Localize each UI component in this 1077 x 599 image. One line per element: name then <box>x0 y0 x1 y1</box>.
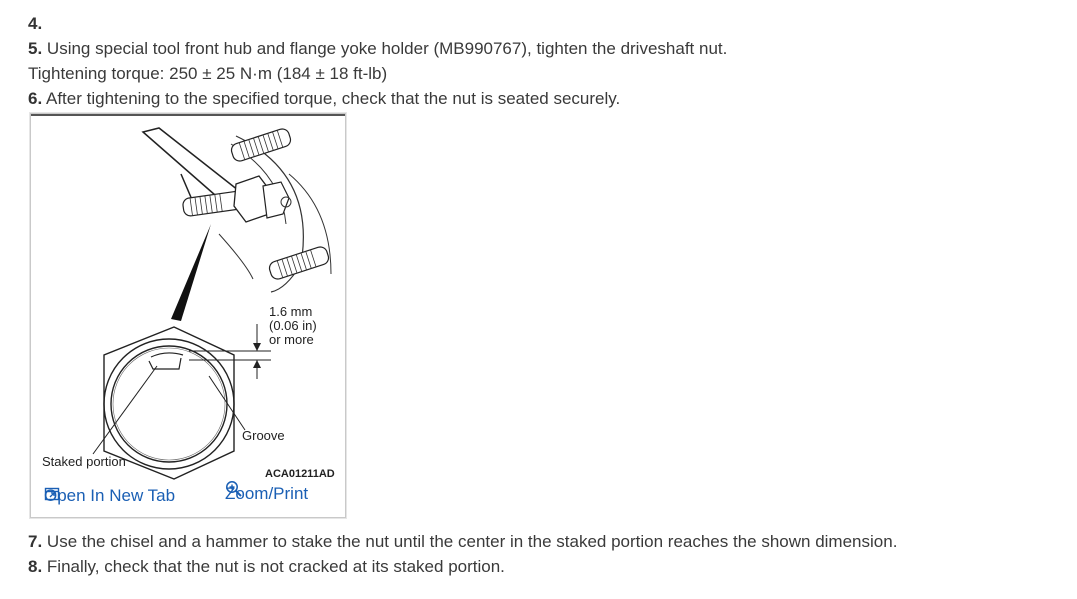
staking-illustration <box>31 114 345 484</box>
step-7-number: 7. <box>28 532 43 551</box>
step-8-number: 8. <box>28 557 43 576</box>
dimension-or-more: or more <box>269 332 314 347</box>
illustration-panel <box>30 113 346 518</box>
groove-label: Groove <box>242 428 285 443</box>
step-6-number: 6. <box>28 89 43 108</box>
step-4-number: 4. <box>28 14 43 33</box>
step-4 <box>28 14 42 34</box>
dimension-in: (0.06 in) <box>269 318 317 333</box>
step-7 <box>28 532 897 552</box>
open-new-tab-icon <box>44 486 60 502</box>
step-6 <box>28 89 620 109</box>
zoom-print-link[interactable] <box>225 480 309 503</box>
dimension-mm: 1.6 mm <box>269 304 313 319</box>
step-8 <box>28 557 505 577</box>
zoom-print-label: Zoom/Print <box>225 484 309 503</box>
step-7-text: Use the chisel and a hammer to stake the nut until the center in the staked portion reaches the shown dimension. <box>46 532 898 551</box>
step-5 <box>28 39 727 59</box>
torque-spec: Tightening torque: 250 ± 25 N·m (184 ± 18 ft-lb) <box>28 64 388 83</box>
figure-code: ACA01211AD <box>265 468 335 480</box>
open-in-new-tab-link[interactable] <box>44 486 175 506</box>
step-8-text: Finally, check that the nut is not cracked at its staked portion. <box>46 557 505 576</box>
dimension-text <box>269 305 317 347</box>
staked-portion-label: Staked portion <box>42 454 126 469</box>
step-6-text: After tightening to the specified torque, check that the nut is seated securely. <box>45 89 621 108</box>
step-5-text: Using special tool front hub and flange yoke holder (MB990767), tighten the driveshaft nut. <box>46 39 728 58</box>
figure-links <box>31 484 345 512</box>
step-5-number: 5. <box>28 39 43 58</box>
open-in-new-tab-label: Open In New Tab <box>44 486 176 505</box>
